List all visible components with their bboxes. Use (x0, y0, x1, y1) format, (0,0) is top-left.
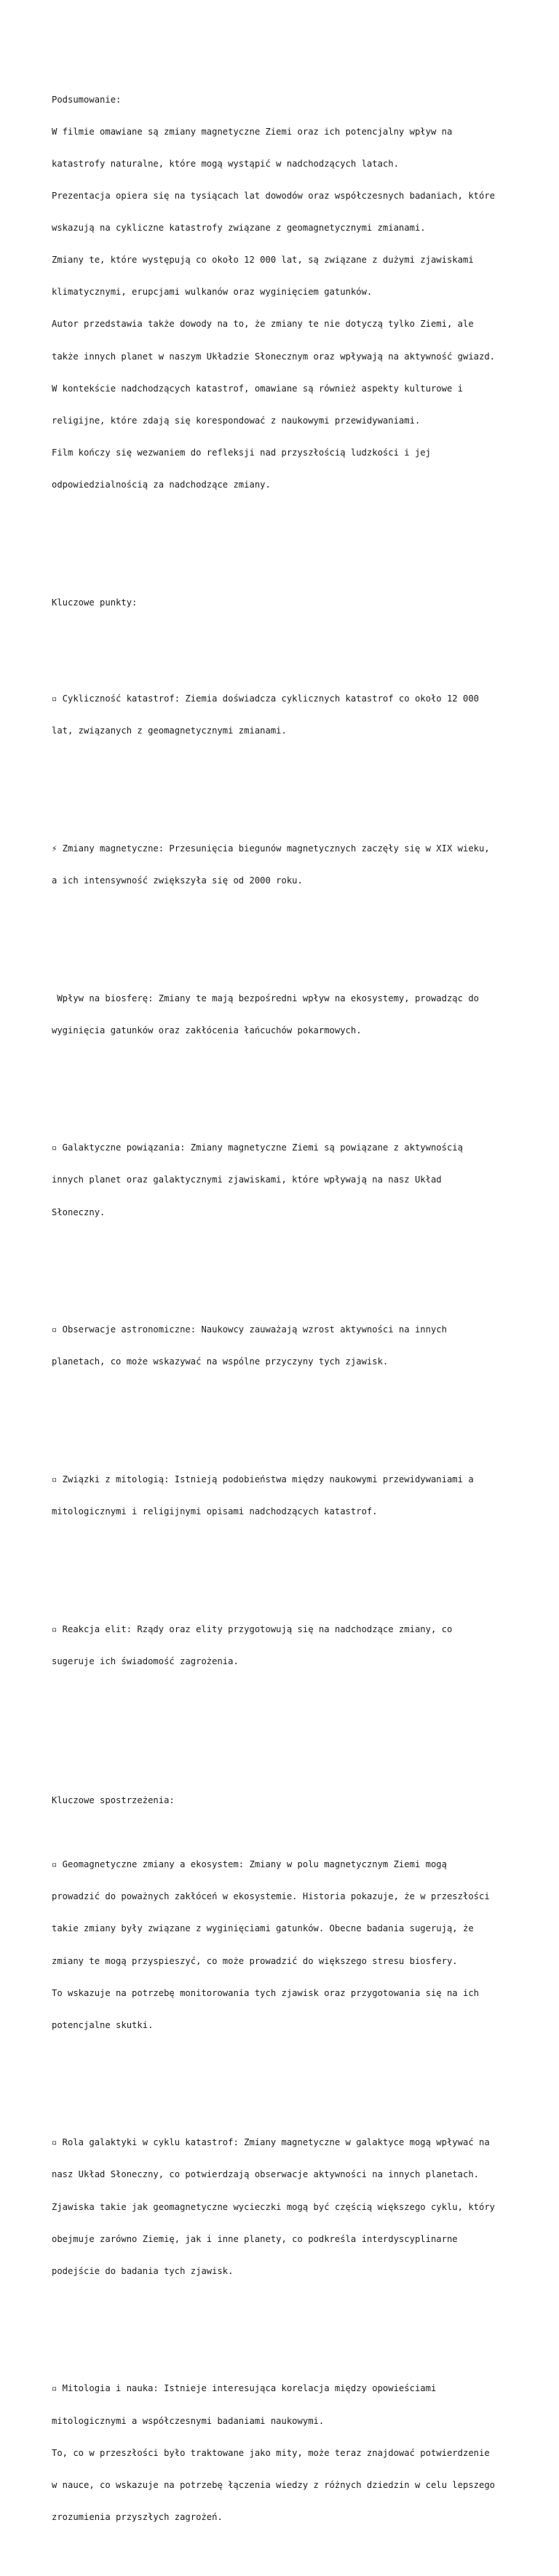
insight-item (52, 2116, 547, 2298)
summary-line: także innych planet w naszym Układzie Słonecznym oraz wpływają na aktywność gwiazd. (52, 351, 496, 362)
insight-line: zrozumienia przyszłych zagrożeń. (52, 2511, 223, 2522)
insight-line: Zjawiska takie jak geomagnetyczne wycieczki mogą być częścią większego cyklu, który (52, 2201, 496, 2212)
insight-line: takie zmiany były związane z wyginięciami gatunków. Obecne badania sugerują, że (52, 1923, 474, 1934)
key-point-line: ▫ Galaktyczne powiązania: Zmiany magnetyczne Ziemi są powiązane z aktywnością (52, 1142, 463, 1153)
key-point-line: sugeruje ich świadomość zagrożenia. (52, 1655, 239, 1666)
insight-item (52, 2362, 547, 2544)
summary-line: klimatycznymi, erupcjami wulkanów oraz wyginięciem gatunków. (52, 287, 373, 298)
summary-heading: Podsumowanie: (52, 94, 122, 105)
key-points-section (52, 576, 547, 1709)
blank-line (52, 1078, 547, 1089)
blank-line (52, 1410, 547, 1421)
summary-line: Autor przedstawia także dowody na to, że zmiany te nie dotyczą tylko Ziemi, ale (52, 319, 474, 330)
insights-section (52, 1774, 547, 2566)
insight-line: prowadzić do poważnych zakłóceń w ekosystemie. Historia pokazuje, że w przeszłości (52, 1891, 490, 1902)
key-point-item (52, 1602, 547, 1688)
blank-line (52, 779, 547, 790)
key-point-line: mitologicznymi i religijnymi opisami nadchodzących katastrof. (52, 1506, 378, 1517)
key-point-item (52, 1121, 547, 1239)
blank-line (52, 2319, 547, 2330)
key-point-item (52, 971, 547, 1057)
summary-section (52, 73, 547, 512)
blank-line (52, 629, 547, 640)
insight-line: obejmuje zarówno Ziemię, jak i inne planety, co podkreśla interdyscyplinarne (52, 2233, 458, 2244)
key-point-line: innych planet oraz galaktycznymi zjawiskami, które wpływają na nasz Układ (52, 1174, 442, 1185)
key-points-heading: Kluczowe punkty: (52, 597, 138, 608)
insight-line: ▫ Mitologia i nauka: Istnieje interesująca korelacja między opowieściami (52, 2383, 437, 2394)
insight-line: w nauce, co wskazuje na potrzebę łączenia wiedzy z różnych dziedzin w celu lepszego (52, 2479, 496, 2490)
summary-line: W kontekście nadchodzących katastrof, omawiane są również aspekty kulturowe i (52, 383, 463, 394)
key-point-line: ▫ Reakcja elit: Rządy oraz elity przygotowują się na nadchodzące zmiany, co (52, 1623, 453, 1634)
key-point-line: Wpływ na biosferę: Zmiany te mają bezpośredni wpływ na ekosystemy, prowadząc do (52, 993, 479, 1003)
key-point-item (52, 1453, 547, 1539)
summary-line: Film kończy się wezwaniem do refleksji nad przyszłością ludzkości i jej (52, 447, 431, 458)
blank-line (52, 929, 547, 939)
summary-line: Zmiany te, które występują co około 12 000 lat, są związane z dużymi zjawiskami (52, 255, 474, 266)
summary-line: religijne, które zdają się korespondować z naukowymi przewidywaniami. (52, 415, 421, 426)
key-point-line: wyginięcia gatunków oraz zakłócenia łańcuchów pokarmowych. (52, 1025, 362, 1035)
key-point-line: a ich intensywność zwiększyła się od 2000 roku. (52, 875, 303, 886)
key-point-line: lat, związanych z geomagnetycznymi zmianami. (52, 726, 287, 736)
insight-line: mitologicznymi a współczesnymi badaniami naukowymi. (52, 2415, 325, 2426)
key-point-line: ⚡ Zmiany magnetyczne: Przesunięcia biegunów magnetycznych zaczęły się w XIX wieku, (52, 843, 490, 854)
summary-line: wskazują na cykliczne katastrofy związane z geomagnetycznymi zmianami. (52, 223, 426, 234)
key-point-line: ▫ Cykliczność katastrof: Ziemia doświadcza cyklicznych katastrof co około 12 000 (52, 693, 479, 704)
summary-line: W filmie omawiane są zmiany magnetyczne Ziemi oraz ich potencjalny wpływ na (52, 126, 453, 137)
key-point-line: ▫ Związki z mitologią: Istnieją podobieństwa między naukowymi przewidywaniami a (52, 1474, 474, 1485)
summary-line: Prezentacja opiera się na tysiącach lat dowodów oraz współczesnych badaniach, które (52, 191, 496, 202)
insight-item (52, 1838, 547, 2052)
document-page (52, 52, 547, 2576)
insight-line: potencjalne skutki. (52, 2019, 154, 2030)
insight-line: podejście do badania tych zjawisk. (52, 2265, 234, 2276)
insight-line: ▫ Geomagnetyczne zmiany a ekosystem: Zmiany w polu magnetycznym Ziemi mogą (52, 1859, 447, 1870)
blank-line (52, 533, 547, 544)
blank-line (52, 1731, 547, 1742)
insights-heading: Kluczowe spostrzeżenia: (52, 1795, 175, 1806)
key-point-item (52, 822, 547, 907)
key-point-line: planetach, co może wskazywać na wspólne przyczyny tych zjawisk. (52, 1356, 389, 1367)
blank-line (52, 2073, 547, 2084)
key-point-line: ▫ Obserwacje astronomiczne: Naukowcy zauważają wzrost aktywności na innych (52, 1324, 447, 1335)
insight-line: To, co w przeszłości było traktowane jako mity, może teraz znajdować potwierdzenie (52, 2447, 490, 2458)
insight-line: To wskazuje na potrzebę monitorowania tych zjawisk oraz przygotowania się na ich (52, 1987, 479, 1998)
blank-line (52, 1260, 547, 1271)
key-point-item (52, 672, 547, 758)
insight-line: ▫ Rola galaktyki w cyklu katastrof: Zmiany magnetyczne w galaktyce mogą wpływać na (52, 2137, 490, 2148)
key-point-line: Słoneczny. (52, 1206, 106, 1217)
insight-line: nasz Układ Słoneczny, co potwierdzają obserwacje aktywności na innych planetach. (52, 2169, 479, 2180)
key-point-item (52, 1303, 547, 1389)
insight-line: zmiany te mogą przyspieszyć, co może prowadzić do większego stresu biosfery. (52, 1955, 458, 1966)
summary-line: odpowiedzialnością za nadchodzące zmiany. (52, 479, 271, 490)
blank-line (52, 1560, 547, 1571)
summary-line: katastrofy naturalne, które mogą wystąpić w nadchodzących latach. (52, 159, 399, 169)
